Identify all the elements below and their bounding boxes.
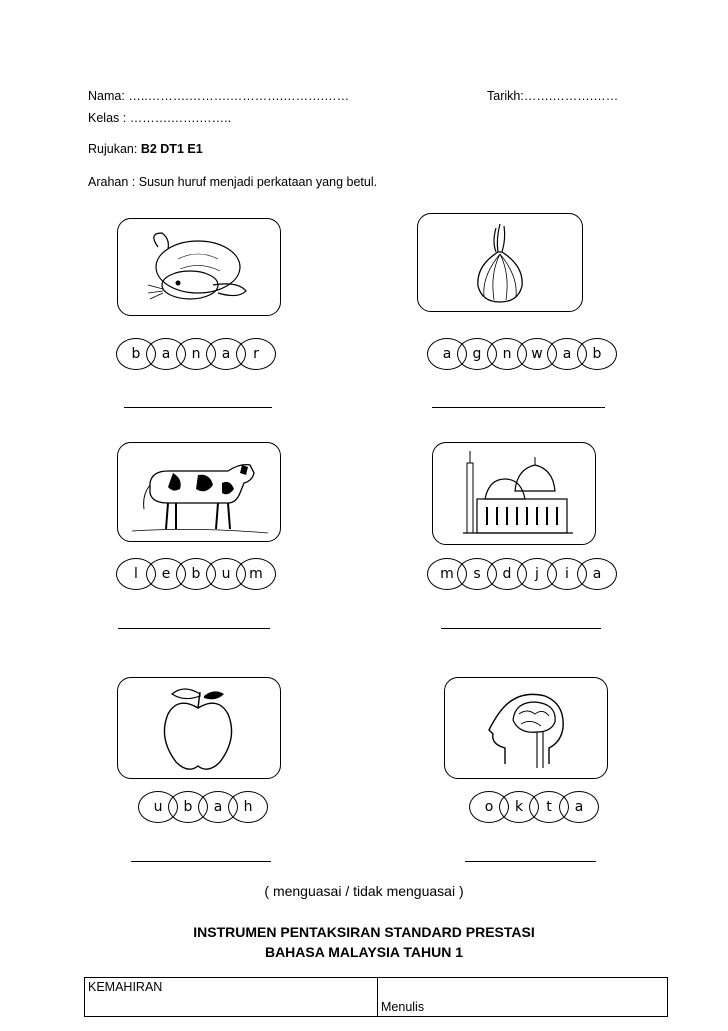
kelas-field xyxy=(88,111,231,125)
kelas-dots: ……….…….…….. xyxy=(129,111,232,125)
skill-table xyxy=(84,977,668,1017)
brain-head-icon xyxy=(445,678,607,778)
letter-circle: a xyxy=(206,338,246,370)
letter-circle: b xyxy=(176,558,216,590)
instrument-title: INSTRUMEN PENTAKSIRAN STANDARD PRESTASI xyxy=(193,924,535,940)
garlic-icon xyxy=(418,214,582,311)
apple-icon xyxy=(118,678,280,778)
letter-circle: j xyxy=(517,558,557,590)
letter-set-6 xyxy=(469,791,589,823)
letter-set-5 xyxy=(138,791,258,823)
picture-box-brain xyxy=(444,677,608,779)
mosque-icon xyxy=(433,443,595,544)
letter-circle: e xyxy=(146,558,186,590)
tarikh-label: Tarikh: xyxy=(487,89,524,103)
nama-dots: …..……….……….………….……….…… xyxy=(128,89,350,103)
letter-circle: l xyxy=(116,558,156,590)
mastery-text: ( menguasai / tidak menguasai ) xyxy=(264,883,464,899)
letter-circle: o xyxy=(469,791,509,823)
letter-circle: a xyxy=(146,338,186,370)
picture-box-apple xyxy=(117,677,281,779)
tarikh-field xyxy=(487,89,618,103)
letter-circle: t xyxy=(529,791,569,823)
rujukan-value: B2 DT1 E1 xyxy=(140,142,203,156)
picture-box-cow xyxy=(117,442,281,542)
subject-title: BAHASA MALAYSIA TAHUN 1 xyxy=(264,944,464,960)
answer-line-1[interactable] xyxy=(124,407,272,408)
letter-circle: m xyxy=(427,558,467,590)
letter-circle: k xyxy=(499,791,539,823)
tarikh-dots: …….……….…… xyxy=(523,89,619,103)
letter-circle: m xyxy=(236,558,276,590)
answer-line-4[interactable] xyxy=(441,628,601,629)
letter-circle: n xyxy=(176,338,216,370)
letter-circle: b xyxy=(168,791,208,823)
letter-circle: g xyxy=(457,338,497,370)
skill-value-cell: Menulis xyxy=(378,978,668,1017)
letter-circle: u xyxy=(206,558,246,590)
letter-circle: a xyxy=(427,338,467,370)
picture-box-mosque xyxy=(432,442,596,545)
letter-set-4 xyxy=(427,558,607,590)
answer-line-6[interactable] xyxy=(465,861,596,862)
letter-circle: a xyxy=(547,338,587,370)
letter-circle: i xyxy=(547,558,587,590)
letter-circle: r xyxy=(236,338,276,370)
answer-line-5[interactable] xyxy=(131,861,271,862)
letter-circle: a xyxy=(559,791,599,823)
answer-line-2[interactable] xyxy=(432,407,605,408)
letter-circle: b xyxy=(116,338,156,370)
kelas-label: Kelas : xyxy=(88,111,127,125)
cow-icon xyxy=(118,443,280,541)
rujukan-label: Rujukan: xyxy=(88,142,138,156)
answer-line-3[interactable] xyxy=(118,628,270,629)
letter-set-2 xyxy=(427,338,607,370)
letter-circle: d xyxy=(487,558,527,590)
picture-box-garlic xyxy=(417,213,583,312)
letter-circle: h xyxy=(228,791,268,823)
picture-box-rabbit xyxy=(117,218,281,316)
skill-label-cell: KEMAHIRAN xyxy=(85,978,378,1017)
nama-label: Nama: xyxy=(88,89,125,103)
arahan-text: Arahan : Susun huruf menjadi perkataan yang betul. xyxy=(88,175,378,189)
letter-circle: s xyxy=(457,558,497,590)
rujukan-field xyxy=(88,142,203,156)
rabbit-icon xyxy=(118,219,280,315)
letter-circle: u xyxy=(138,791,178,823)
nama-field xyxy=(88,89,349,103)
letter-circle: n xyxy=(487,338,527,370)
letter-set-1 xyxy=(116,338,266,370)
letter-circle: w xyxy=(517,338,557,370)
letter-set-3 xyxy=(116,558,266,590)
letter-circle: a xyxy=(577,558,617,590)
letter-circle: b xyxy=(577,338,617,370)
letter-circle: a xyxy=(198,791,238,823)
